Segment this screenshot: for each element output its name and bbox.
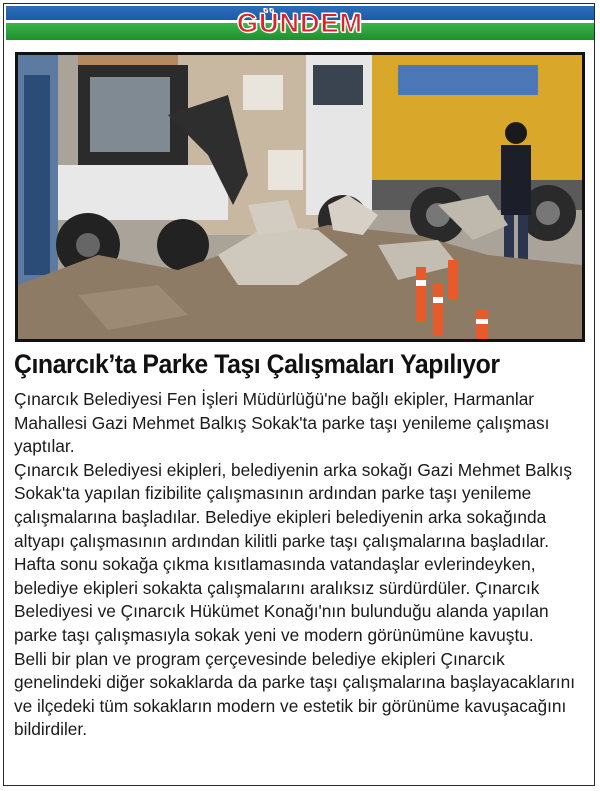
traffic-cone	[433, 283, 443, 335]
traffic-cone	[448, 260, 458, 300]
article-paragraph: Çınarcık Belediyesi ekipleri, belediyenin arka sokağı Gazi Mehmet Balkış Sokak'ta yapılan fizibilite çalışmasının ardından parke taşı yenileme çalışmalarına başladılar. Belediye ekipleri belediyenin arka sokağında altyapı çalışmasının ardından kilitli parke taşı çalışmalarına başladılar. Hafta sonu sokağa çıkma kısıtlamasında vatandaşlar evlerindeyken, belediye ekipleri sokakta çalışmalarını aralıksız sürdürdüler. Çınarcık Belediyesi ve Çınarcık Hükümet Konağı'nın bulunduğu alanda yapılan parke taşı çalışmasıyla sokak yeni ve modern görünümüne kavuştu.	[14, 459, 573, 645]
article-paragraph: Belli bir plan ve program çerçevesinde belediye ekipleri Çınarcık genelindeki diğer sokaklarda da parke taşı çalışmalarına başlayacaklarını ve ilçedeki tüm sokakların modern ve estetik bir görünüme kavuşacağını bildirdiler.	[14, 648, 575, 740]
headline: Çınarcık’ta Parke Taşı Çalışmaları Yapılıyor	[14, 349, 500, 379]
news-photo	[15, 52, 585, 342]
traffic-cone	[476, 310, 488, 339]
section-banner	[6, 6, 594, 40]
section-label: GÜNDEM	[237, 8, 363, 38]
article-body	[14, 388, 588, 742]
article-paragraph: Çınarcık Belediyesi Fen İşleri Müdürlüğü'ne bağlı ekipler, Harmanlar Mahallesi Gazi Mehmet Balkış Sokak'ta parke taşı yenileme çalışması yaptılar.	[14, 389, 550, 457]
worker-figure	[501, 145, 531, 215]
traffic-cone	[416, 267, 426, 322]
construction-scene-illustration	[18, 55, 582, 339]
